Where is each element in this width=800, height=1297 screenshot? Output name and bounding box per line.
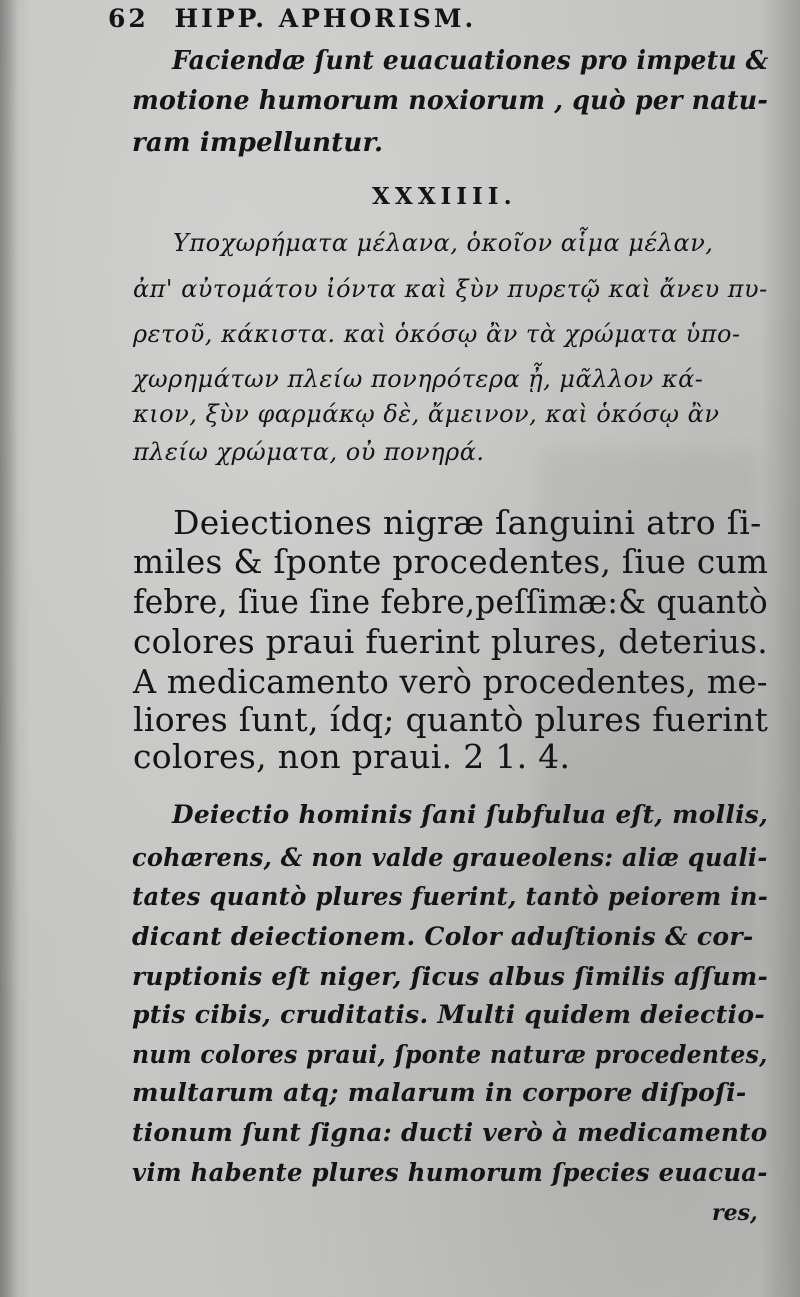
intro-line: motione humorum noxiorum , quò per natu- [132,86,769,116]
latin-line: A medicamento verò procedentes, me- [133,662,768,701]
commentary-line: tates quantò plures fuerint, tantò peiorem in- [132,882,769,911]
commentary-line: ruptionis eſt niger, ſicus albus ſimilis aſſum- [132,962,769,991]
aphorism-number: XXXIIII. [372,183,517,210]
latin-line: febre, ſiue ſine febre,peſſimæ:& quantò [133,582,768,621]
intro-line: Faciendæ ſunt euacuationes pro impetu & [172,46,769,76]
gutter-shadow [0,0,18,1297]
intro-line: ram impelluntur. [132,128,384,158]
commentary-line: dicant deiectionem. Color aduſtionis & cor- [132,922,754,951]
running-header [108,4,476,33]
catchword: res, [712,1200,758,1226]
commentary-line: num colores praui, ſponte naturæ procedentes, [132,1040,768,1069]
latin-line: liores ſunt, ídq; quantò plures fuerint [133,700,769,739]
commentary-line: vim habente plures humorum ſpecies euacua- [132,1158,768,1187]
greek-line: χωρημάτων πλείω πονηρότερα ᾖ, μᾶλλον κά- [133,365,704,393]
running-title: HIPP. APHORISM. [174,4,477,33]
greek-line: ρετοῦ, κάκιστα. καὶ ὁκόσῳ ἂν τὰ χρώματα ὑπο- [133,320,741,348]
latin-line: colores, non praui. 2 1. 4. [133,737,571,776]
commentary-line: cohærens, & non valde graueolens: aliæ quali- [132,843,768,872]
commentary-line: multarum atq; malarum in corpore diſpoſi- [132,1078,747,1107]
greek-line: Υποχωρήματα μέλανα, ὁκοῖον αἷμα μέλαν, [173,229,714,257]
greek-line: ἀπ' αὐτομάτου ἰόντα καὶ ξὺν πυρετῷ καὶ ἄνευ πυ- [133,275,768,303]
latin-line: miles & ſponte procedentes, ſiue cum [133,542,769,581]
commentary-line: Deiectio hominis ſani ſubfulua eſt, mollis, [172,800,769,829]
page-number: 62 [108,4,149,33]
latin-line: Deiectiones nigræ ſanguini atro ſi- [173,503,762,542]
latin-line: colores praui fuerint plures, deterius. [133,622,768,661]
greek-line: κιον, ξὺν φαρμάκῳ δὲ, ἄμεινον, καὶ ὁκόσῳ ἂν [133,400,720,428]
commentary-line: tionum ſunt ſigna: ducti verò à medicamento [132,1118,768,1147]
commentary-line: ptis cibis, cruditatis. Multi quidem deiectio- [132,1000,766,1029]
greek-line: πλείω χρώματα, οὐ πονηρά. [133,438,485,466]
